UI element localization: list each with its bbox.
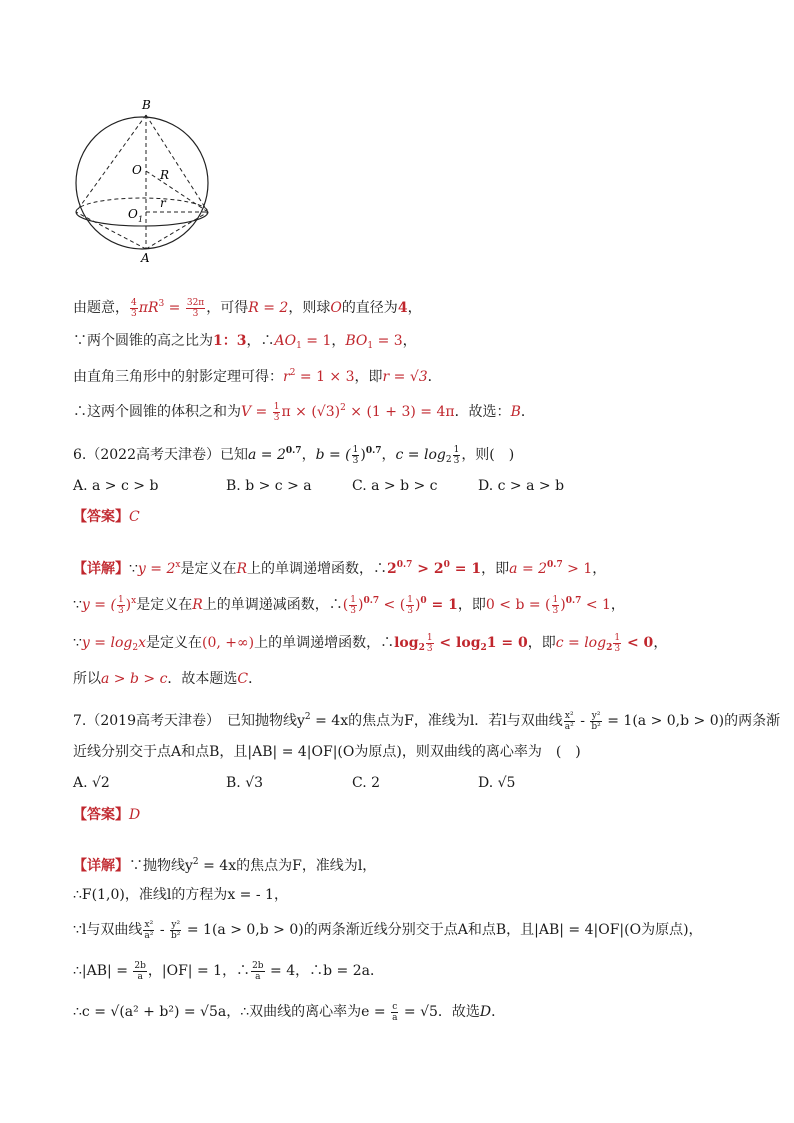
label-o1-sub: 1	[138, 215, 144, 224]
p5-line4: ∴这两个圆锥的体积之和为V = $\frac{1}{3}$ $\pi \times (√3)^2 \times (1 + 3) = 4\pi$．故选：B．	[73, 401, 535, 423]
p5-line2: ∵两个圆锥的高之比为1：3，$\therefore AO_1 = 1$，$BO_1 = 3$，	[73, 333, 417, 351]
fraction: $\frac{32\pi}{3}$	[186, 297, 205, 319]
q7-detail-4: ∴|AB| = $\frac{2b}{a}$ ，|OF| = 1，∴ $\frac{2b}{a}$ = 4，∴b = 2a．	[73, 960, 384, 982]
q7-option-c: C. 2	[352, 775, 381, 791]
p5-line3: 由直角三角形中的射影定理可得：$r^2 = 1 \times 3$，即r = √3．	[73, 368, 442, 385]
q6-detail-3: ∵y = $\log_2x$是定义在(0, +∞)上的单调递增函数，$\therefore\log_2$ $\frac{1}{3}$ < $\log_21 = 0$，即$c = \log_2$ $\frac{1}{3}$ < 0，	[73, 632, 668, 654]
label-o: O	[132, 163, 142, 177]
label-a: A	[141, 251, 150, 265]
q6-detail-2: ∵y = ( $\frac{1}{3}$ )$^x$是定义在R上的单调递减函数，∴( $\frac{1}{3}$ )$^{0.7}$ < ( $\frac{1}{3}$ )$^0$ = 1，即0 < b = ( $\frac{1}{3}$ )$^{0.7}$ < 1，	[73, 594, 625, 616]
q6-option-d: D. c > a > b	[478, 478, 565, 494]
text: 由题意，	[73, 300, 129, 316]
sphere-cone-figure	[70, 95, 220, 270]
p5-line1: 由题意， $\frac{4}{3}$ $\pi R^3$ = $\frac{32\pi}{3}$ ，可得R = 2，则球O的直径为4，	[73, 297, 422, 319]
label-r-small: r	[160, 196, 166, 210]
q7-option-a: A. √2	[73, 775, 110, 791]
q6-option-a: A. a > c > b	[73, 478, 159, 494]
fraction: $\frac{4}{3}$	[131, 297, 137, 319]
q6-detail-1: 【详解】∵y = $2^x$是定义在R上的单调递增函数，$\therefore 2^{0.7} > 2^0 = 1$，即$a = 2^{0.7} > 1$，	[73, 560, 607, 577]
q7-detail-3: ∵l与双曲线 $\frac{\text{x²}}{\text{a²}}$ - $\frac{\text{y²}}{\text{b²}}$ = 1(a > 0,b > 0)的两条渐近线分别交于点A和点B，且|AB| = 4|OF|(O为原点)，	[73, 919, 703, 941]
q6-answer: 【答案】C	[73, 509, 140, 525]
q6-option-b: B. b > c > a	[226, 478, 312, 494]
q7-detail-2: ∴F(1,0)，准线l的方程为x = - 1，	[73, 887, 288, 903]
label-b: B	[142, 98, 151, 112]
q7-stem-2: 近线分别交于点A和点B，且|AB| = 4|OF|(O为原点)，则双曲线的离心率为 ( )	[73, 744, 581, 760]
label-o1: O	[128, 207, 138, 221]
q6-option-c: C. a > b > c	[352, 478, 438, 494]
q7-option-b: B. √3	[226, 775, 264, 791]
q7-answer: 【答案】D	[73, 807, 141, 823]
q6-stem: 6.（2022高考天津卷）已知$a = 2^{0.7}$，b = ( $\frac{1}{3}$ )$^{0.7}$，$c = \log_2$ $\frac{1}{3}$ ，则( )	[73, 444, 515, 466]
q7-stem-1: 7.（2019高考天津卷） 已知抛物线$y^2 = 4x$的焦点为F，准线为l．若l与双曲线 $\frac{\text{x²}}{\text{a²}}$ - $\frac{\text{y²}}{\text{b²}}$ = 1(a > 0,b > 0)的两条渐	[73, 710, 781, 732]
q6-detail-4: 所以a > b > c．故本题选C．	[73, 671, 263, 687]
label-r-big: R	[160, 168, 170, 182]
q7-option-d: D. √5	[478, 775, 516, 791]
q7-detail-5: ∴c = √(a² + b²) = √5a，∴双曲线的离心率为e = $\frac{c}{a}$ = √5．故选D．	[73, 1001, 506, 1023]
q7-detail-1: 【详解】∵抛物线$y^2 = 4x$的焦点为F，准线为l，	[73, 857, 377, 874]
